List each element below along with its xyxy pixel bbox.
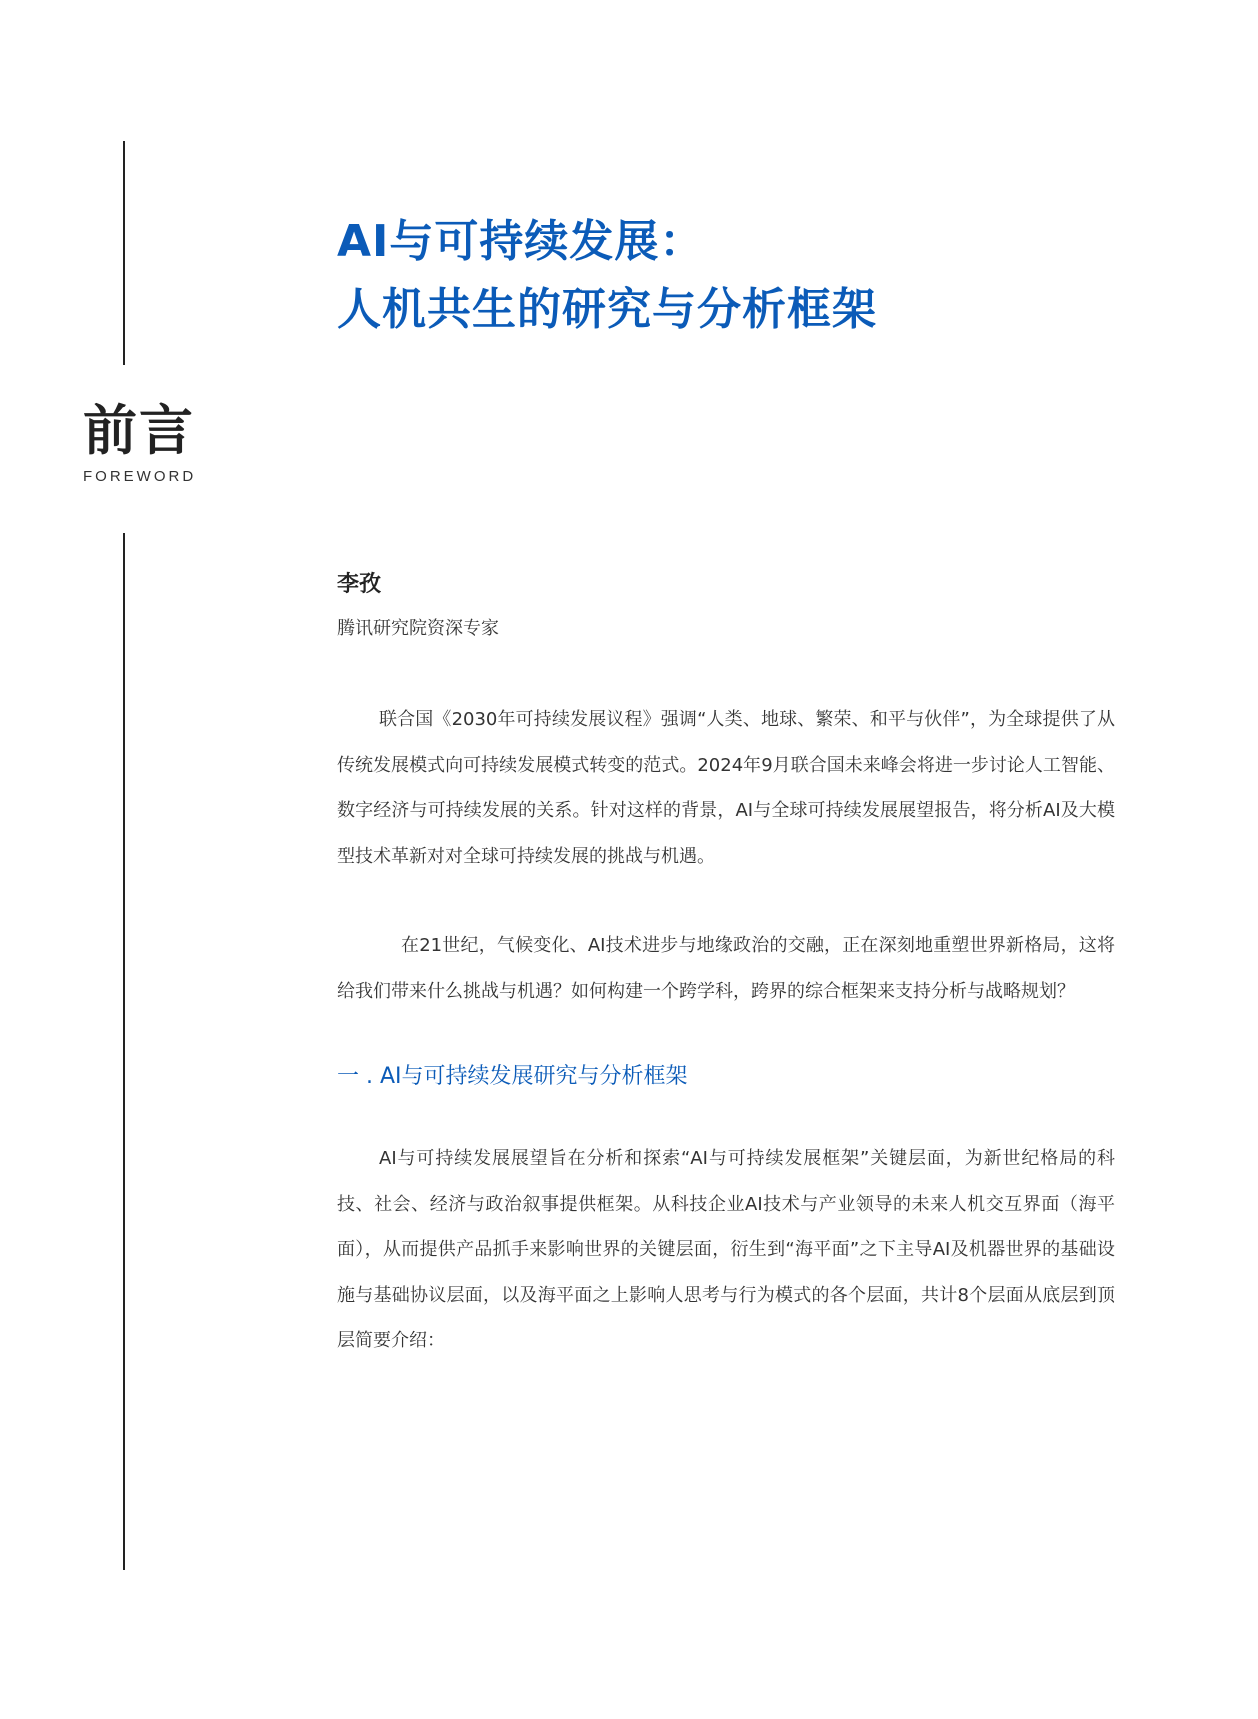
document-title <box>337 208 877 344</box>
section-heading: 一 . AI与可持续发展研究与分析框架 <box>337 1064 688 1089</box>
section-label-subtitle: FOREWORD <box>83 468 197 485</box>
author-name: 李孜 <box>337 572 382 597</box>
section-label-title: 前言 <box>83 399 195 462</box>
document-title-line1: AI与可持续发展： <box>337 216 705 267</box>
document-title-line2: 人机共生的研究与分析框架 <box>337 284 877 335</box>
paragraph-2: 在21世纪，气候变化、AI技术进步与地缘政治的交融，正在深刻地重塑世界新格局，这将给我们带来什么挑战与机遇？如何构建一个跨学科，跨界的综合框架来支持分析与战略规划？ <box>337 935 1115 1002</box>
main-content <box>337 570 1115 1364</box>
paragraph-1: 联合国《2030年可持续发展议程》强调“人类、地球、繁荣、和平与伙伴”，为全球提供了从传统发展模式向可持续发展模式转变的范式。2024年9月联合国未来峰会将进一步讨论人工智能、数字经济与可持续发展的关系。针对这样的背景，AI与全球可持续发展展望报告，将分析AI及大模型技术革新对对全球可持续发展的挑战与机遇。 <box>337 709 1115 867</box>
sidebar-rule-bottom <box>123 533 125 1570</box>
author-role: 腾讯研究院资深专家 <box>337 618 499 639</box>
sidebar-rule-top <box>123 141 125 365</box>
paragraph-3: AI与可持续发展展望旨在分析和探索“AI与可持续发展框架”关键层面，为新世纪格局的科技、社会、经济与政治叙事提供框架。从科技企业AI技术与产业领导的未来人机交互界面（海平面），从而提供产品抓手来影响世界的关键层面，衍生到“海平面”之下主导AI及机器世界的基础设施与基础协议层面，以及海平面之上影响人思考与行为模式的各个层面，共计8个层面从底层到顶层简要介绍： <box>337 1148 1115 1351</box>
section-label <box>83 399 243 485</box>
